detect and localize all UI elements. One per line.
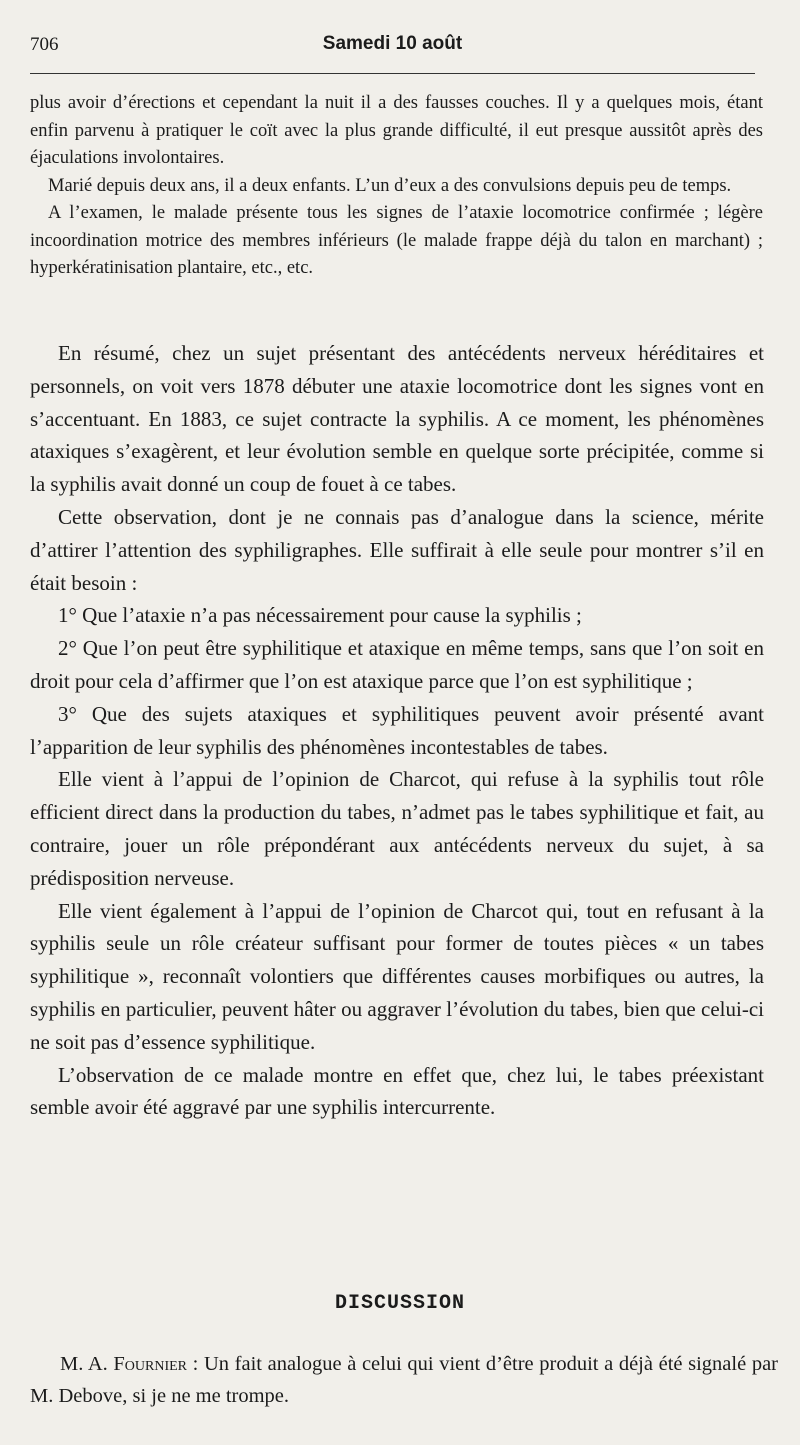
- speaker-name: M. A. Fournier: [60, 1353, 188, 1375]
- conclusion-item-1: 1° Que l’ataxie n’a pas nécessairement pour cause la syphilis ;: [58, 603, 582, 628]
- discussion-heading: DISCUSSION: [334, 1292, 466, 1315]
- main-text: [30, 337, 764, 1124]
- conclusion-item-3: 3° Que des sujets ataxiques et syphilitiques peuvent avoir présenté avant l’apparition de leur syphilis des phénomènes incontestables de tabes.: [30, 701, 764, 759]
- conclusion-item-2: 2° Que l’on peut être syphilitique et ataxique en même temps, sans que l’on soit en droit pour cela d’affirmer que l’on est ataxique parce que l’on est syphilitique ;: [30, 636, 764, 693]
- summary-paragraph: En résumé, chez un sujet présentant des antécédents nerveux héréditaires et personnels, on voit vers 1878 débuter une ataxie locomotrice dont les signes vont en s’accentuant. En 1883, ce sujet contracte la syphilis. A ce moment, les phénomènes ataxiques s’exagèrent, et leur évolution semble en quelque sorte précipitée, comme si la syphilis avait donné un coup de fouet à ce tabes.: [30, 341, 764, 497]
- observation-text: [30, 90, 763, 283]
- discussion-text: [30, 1348, 778, 1412]
- observation-paragraph-1: plus avoir d’érections et cependant la nuit il a des fausses couches. Il y a quelques mois, étant enfin parvenu à pratiquer le coït avec la plus grande difficulté, il eut presque aussitôt après des éjaculations involontaires.: [30, 93, 763, 168]
- charcot-opinion-paragraph-1: Elle vient à l’appui de l’opinion de Charcot, qui refuse à la syphilis tout rôle efficient direct dans la production du tabes, n’admet pas le tabes syphilitique et fait, au contraire, jouer un rôle prépondérant aux antécédents nerveux du sujet, à sa prédisposition nerveuse.: [30, 767, 764, 890]
- observation-paragraph-2: Marié depuis deux ans, il a deux enfants. L’un d’eux a des convulsions depuis peu de temps.: [48, 175, 732, 196]
- observation-paragraph-3: A l’examen, le malade présente tous les signes de l’ataxie locomotrice confirmée ; légère incoordination motrice des membres inférieurs (le malade frappe déjà du talon en marchant) ; hyperkératinisation plantaire, etc., etc.: [30, 203, 763, 278]
- charcot-opinion-paragraph-2: Elle vient également à l’appui de l’opinion de Charcot qui, tout en refusant à la syphilis seule un rôle créateur suffisant pour former de toutes pièces « un tabes syphilitique », reconnaît volontiers que différentes causes morbifiques ou autres, la syphilis en particulier, peuvent hâter ou aggraver l’évolution du tabes, bien que celui-ci ne soit pas d’essence syphilitique.: [30, 898, 764, 1054]
- discussion-paragraph: [30, 1348, 778, 1412]
- observation-significance-paragraph: Cette observation, dont je ne connais pas d’analogue dans la science, mérite d’attirer l’attention des syphiligraphes. Elle suffirait à elle seule pour montrer s’il en était besoin :: [30, 504, 764, 595]
- header-rule: [30, 73, 755, 74]
- speaker-remark: : Un fait analogue à celui qui vient d’être produit a déjà été signalé par M. Debove, si je ne me trompe.: [30, 1353, 778, 1407]
- page-header: [30, 30, 755, 62]
- page-number: 706: [30, 34, 59, 55]
- running-title: Samedi 10 août: [322, 33, 463, 54]
- final-observation-paragraph: L’observation de ce malade montre en effet que, chez lui, le tabes préexistant semble avoir été aggravé par une syphilis intercurrente.: [30, 1062, 764, 1120]
